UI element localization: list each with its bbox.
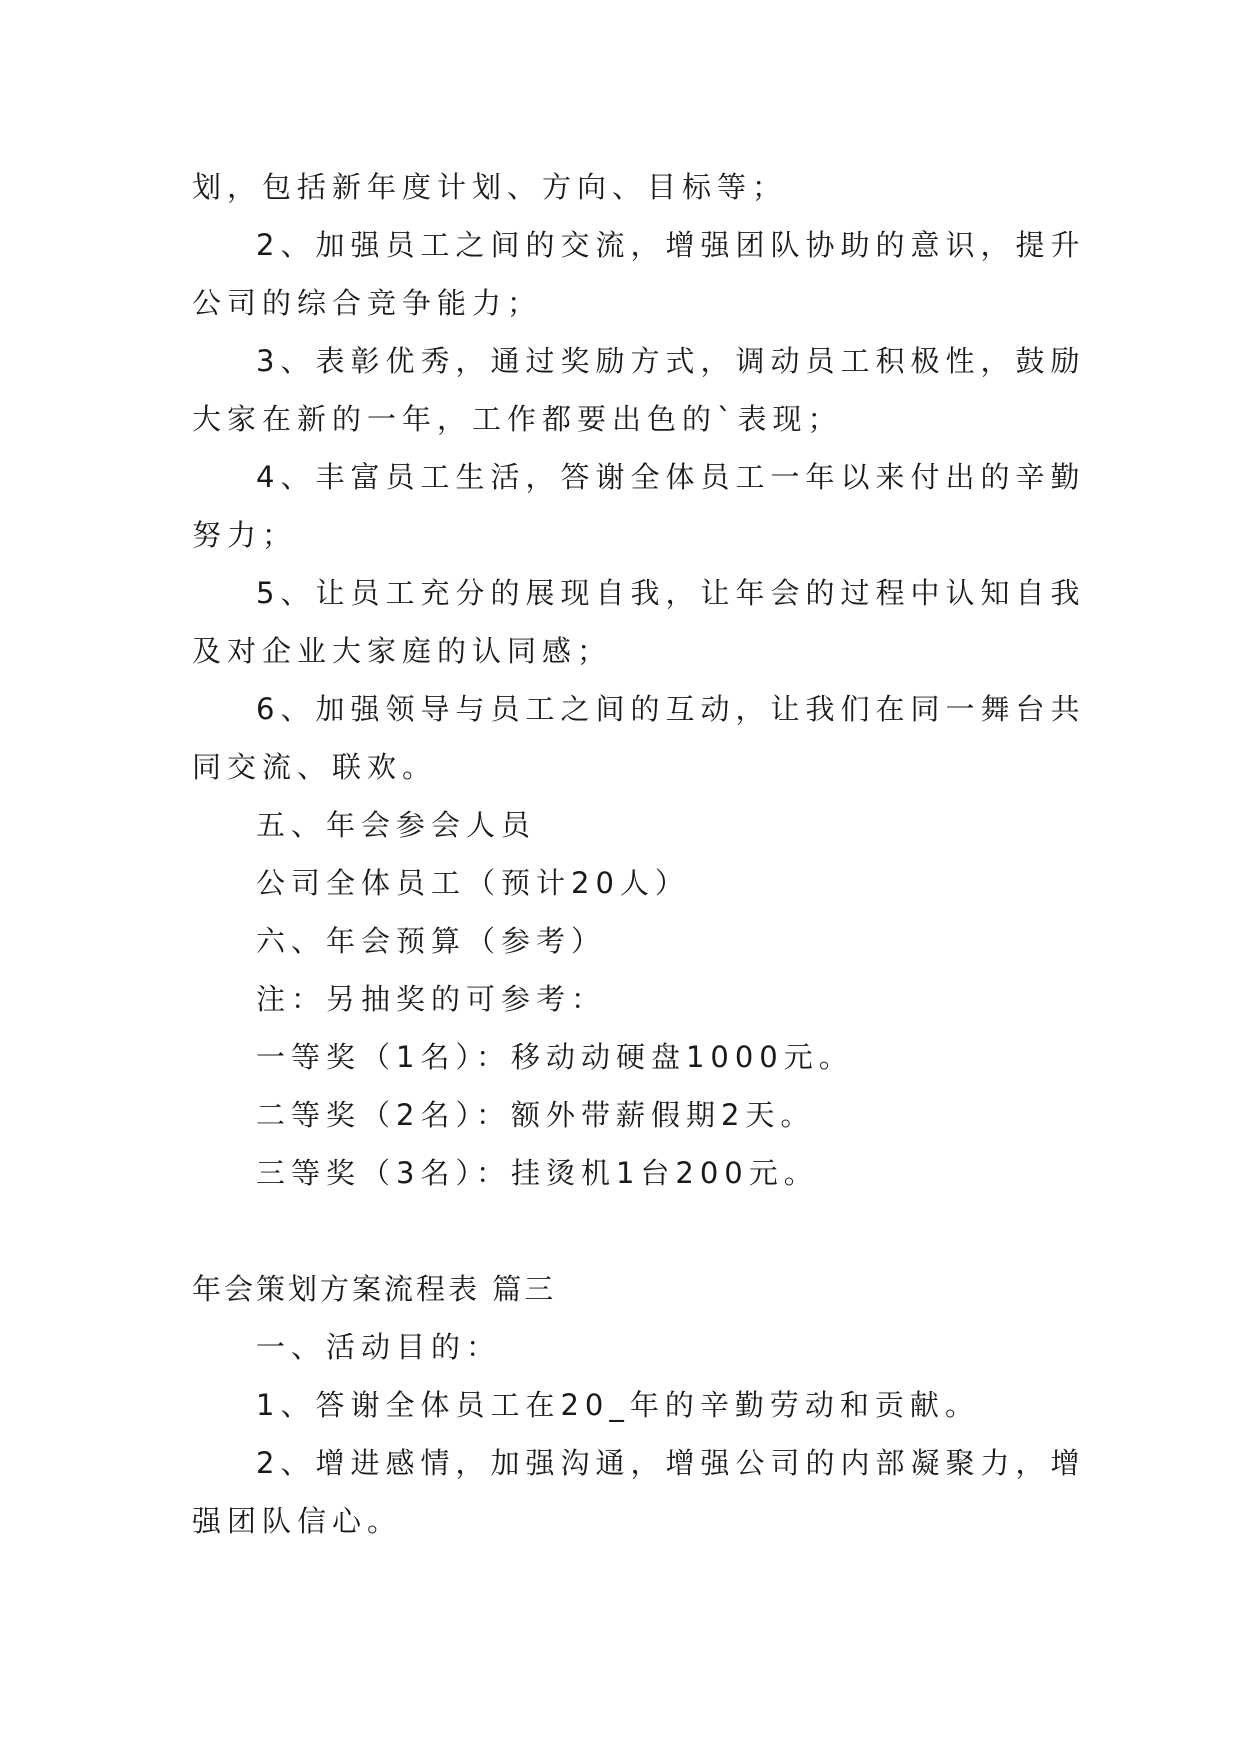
text-line: 及对企业大家庭的认同感；	[192, 634, 613, 668]
text-line: 3、表彰优秀，通过奖励方式，调动员工积极性，鼓励	[256, 344, 1086, 378]
document-body	[192, 158, 1086, 1550]
document-heading: 年会策划方案流程表 篇三	[192, 1272, 557, 1306]
prize-line: 三等奖（3名）：挂烫机1台200元。	[256, 1156, 819, 1190]
text-line: 5、让员工充分的展现自我，让年会的过程中认知自我	[256, 576, 1086, 610]
text-line: 强团队信心。	[192, 1504, 403, 1538]
text-line: 注：另抽奖的可参考：	[256, 982, 607, 1016]
text-line: 4、丰富员工生活，答谢全体员工一年以来付出的辛勤	[256, 460, 1086, 494]
section-heading: 一、活动目的：	[256, 1330, 502, 1364]
spacer	[192, 1202, 1050, 1260]
text-line: 公司的综合竞争能力；	[192, 286, 543, 320]
section-heading: 六、年会预算（参考）	[256, 924, 607, 958]
text-line: 6、加强领导与员工之间的互动，让我们在同一舞台共	[256, 692, 1086, 726]
text-line: 2、加强员工之间的交流，增强团队协助的意识，提升	[256, 228, 1086, 262]
text-line: 努力；	[192, 518, 298, 552]
text-line: 大家在新的一年，工作都要出色的`表现；	[192, 402, 843, 436]
text-line: 划，包括新年度计划、方向、目标等；	[192, 170, 788, 204]
prize-line: 一等奖（1名）：移动动硬盘1000元。	[256, 1040, 854, 1074]
text-line: 1、答谢全体员工在20_年的辛勤劳动和贡献。	[256, 1388, 980, 1422]
text-line: 同交流、联欢。	[192, 750, 438, 784]
section-heading: 五、年会参会人员	[256, 808, 537, 842]
prize-line: 二等奖（2名）：额外带薪假期2天。	[256, 1098, 816, 1132]
text-line: 2、增进感情，加强沟通，增强公司的内部凝聚力，增	[256, 1446, 1086, 1480]
text-line: 公司全体员工（预计20人）	[256, 866, 690, 900]
